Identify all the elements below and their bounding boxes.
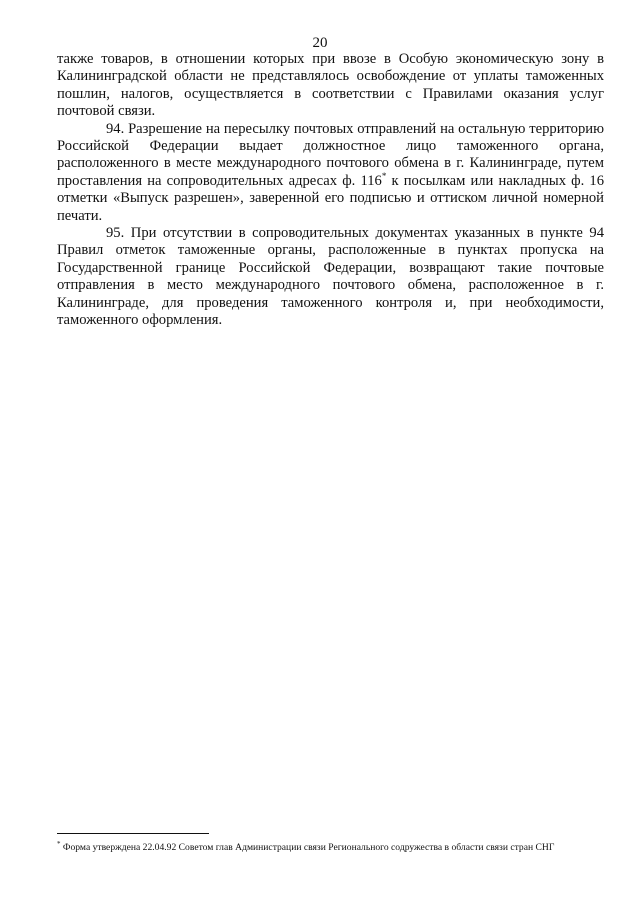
- paragraph-94-text-end: к посылкам или накладных ф. 16 отметки «Выпуск разрешен», заверенной его подписью и оттиском личной номерной печати.: [57, 172, 604, 224]
- paragraph-continuation: также товаров, в отношении которых при ввозе в Особую экономическую зону в Калининградской области не представлялось освобождение от уплаты таможенных пошлин, налогов, осуществляется в соответствии с Правилами оказания услуг почтовой связи.: [57, 51, 604, 120]
- footnote-text: Форма утверждена 22.04.92 Советом глав Администрации связи Регионального содружества в области связи стран СНГ: [62, 842, 555, 853]
- page-number: 20: [312, 35, 328, 51]
- footnote: [57, 841, 604, 854]
- footnote-reference-mark: *: [381, 170, 387, 181]
- paragraph-95: 95. При отсутствии в сопроводительных документах указанных в пункте 94 Правил отметок таможенные органы, расположенные в пунктах пропуска на Государственной границе Российской Федерации, возвращают такие почтовые отправления в место международного почтового обмена, расположенное в г. Калининграде, для проведения таможенного контроля и, при необходимости, таможенного оформления.: [57, 225, 604, 329]
- paragraph-94: [57, 121, 604, 225]
- footnote-separator: [57, 833, 209, 834]
- paragraph-94-text-start: 94. Разрешение на пересылку почтовых отправлений на остальную территорию Российской Федерации выдает должностное лицо таможенного органа, расположенного в месте международного почтового обмена в г. Калининграде, путем проставления на сопроводительных адресах ф. 116: [57, 120, 604, 189]
- document-body: [57, 51, 604, 330]
- footnote-mark: *: [57, 840, 61, 848]
